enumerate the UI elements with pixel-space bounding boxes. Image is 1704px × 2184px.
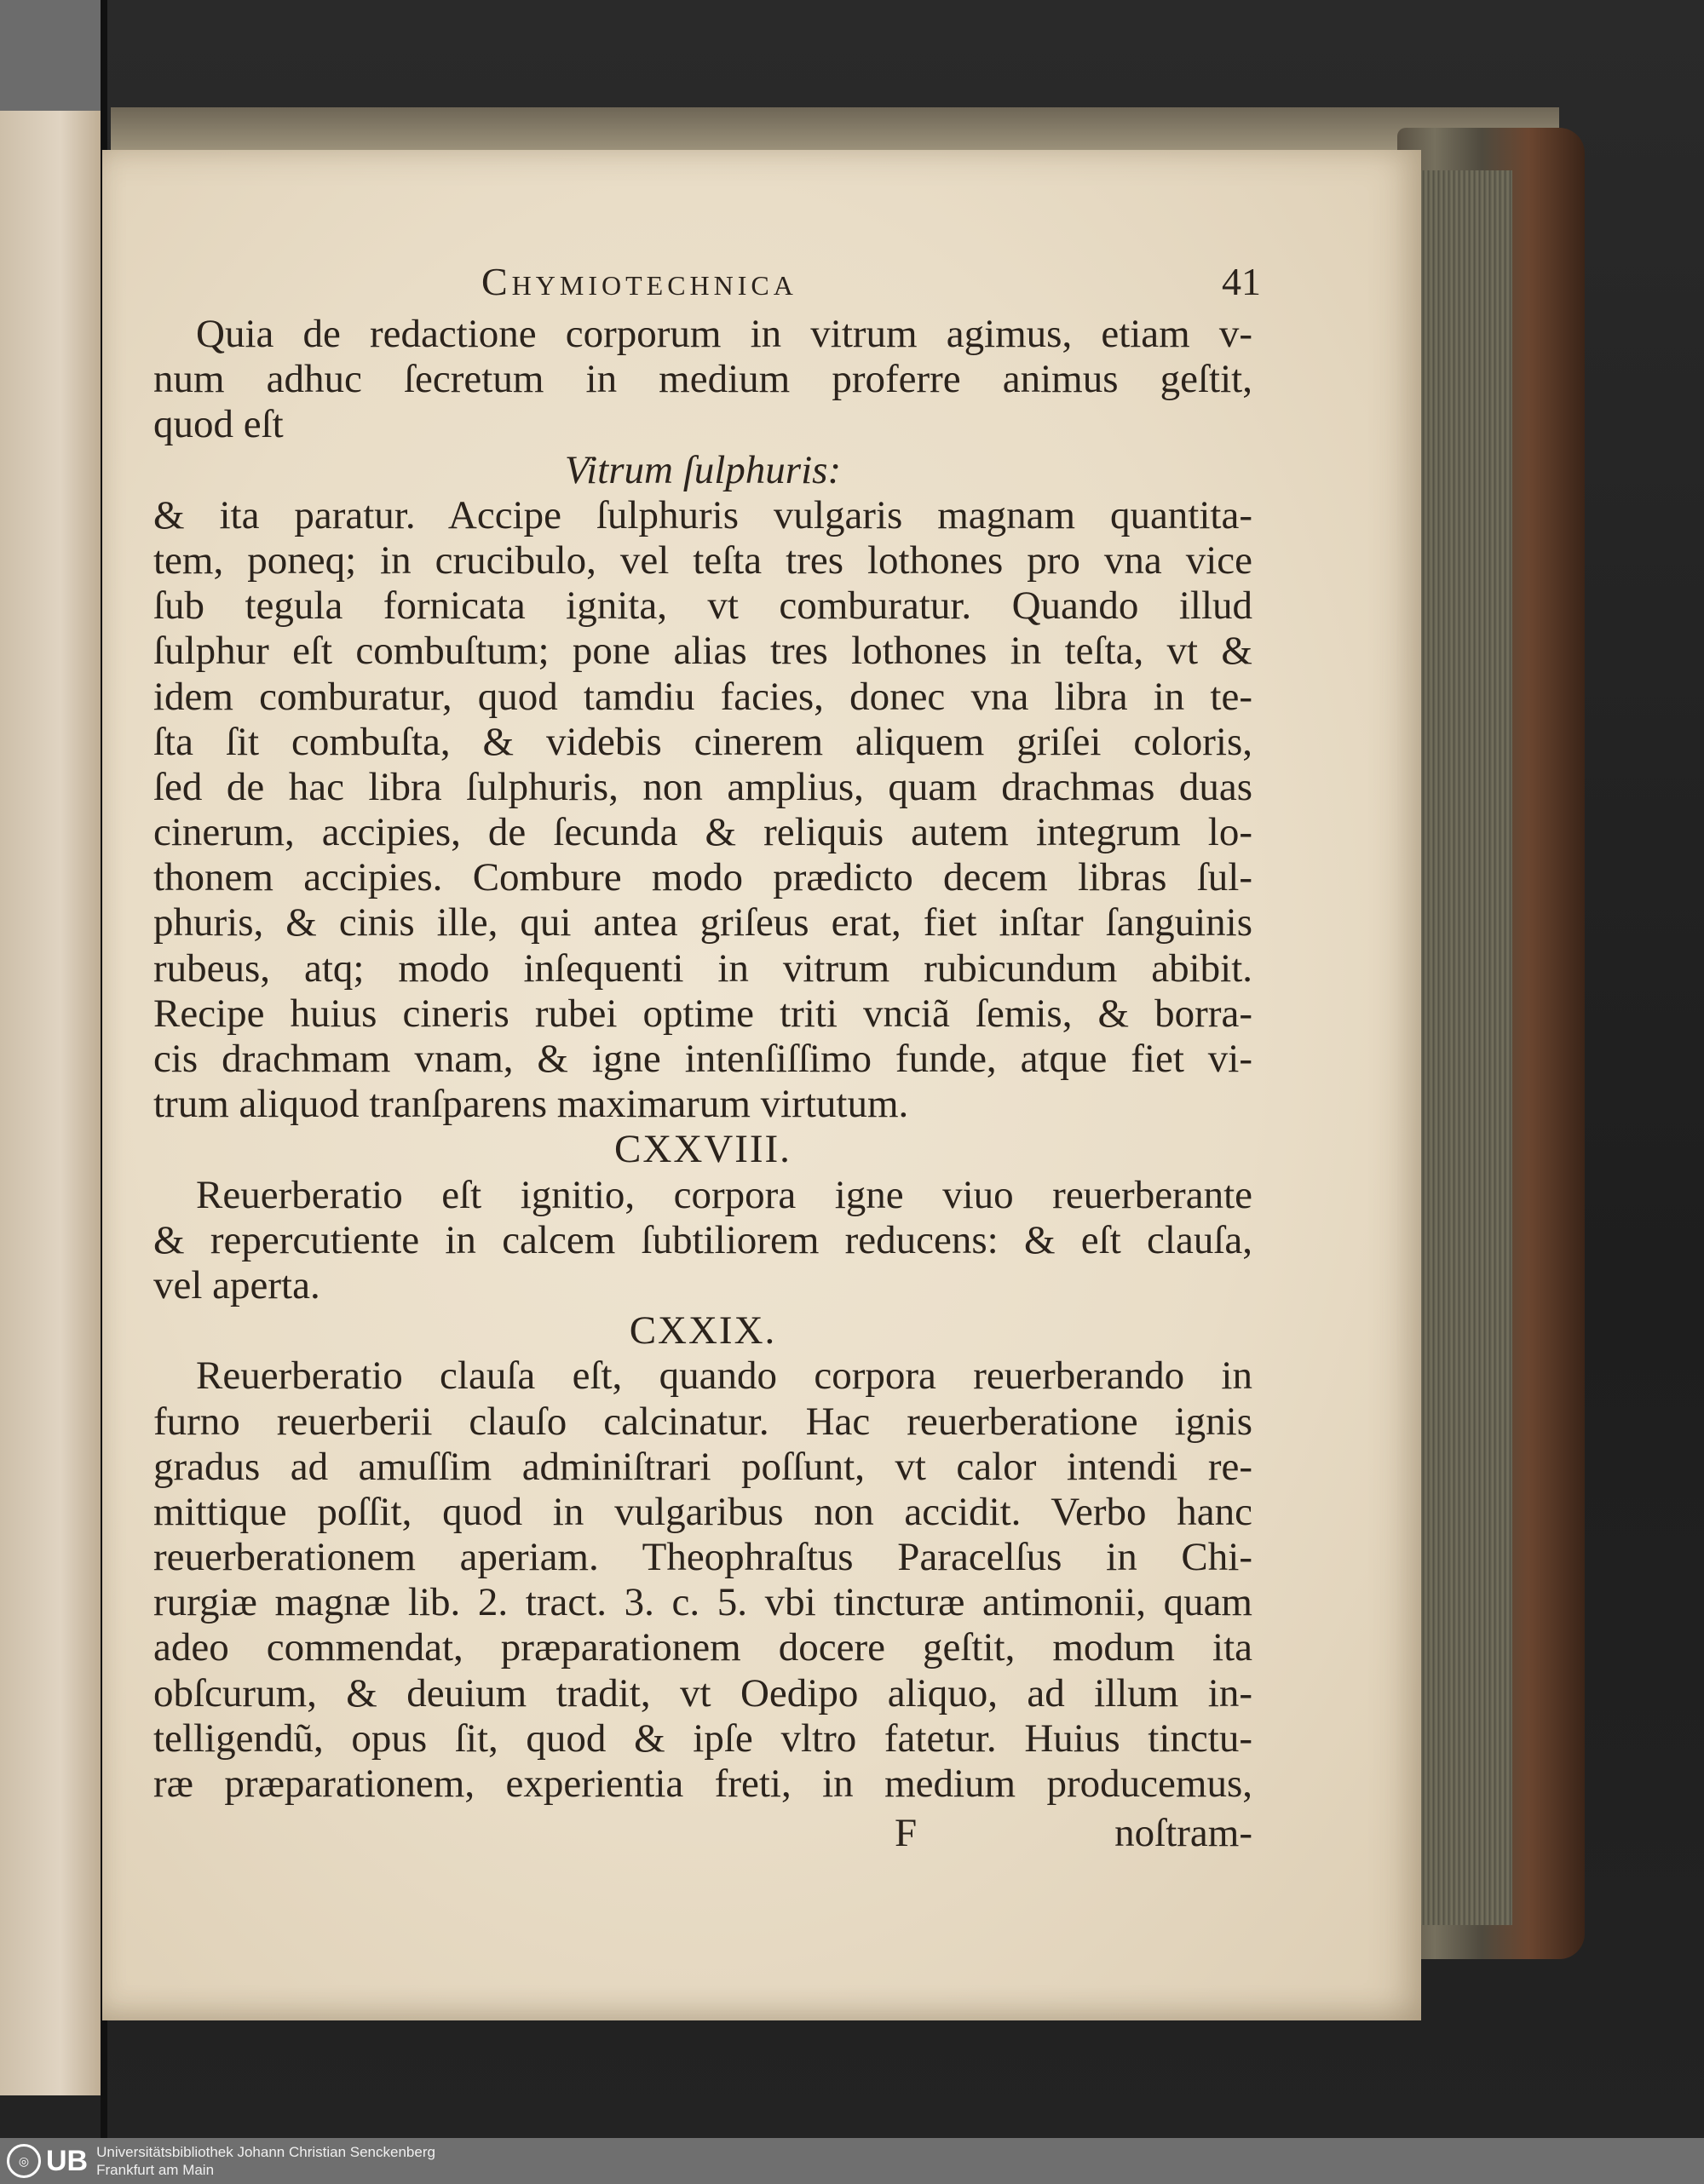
text-line: thonem accipies. Combure modo prædicto decem libras ſul- [153, 855, 1252, 900]
page-text-block [153, 252, 1261, 1856]
library-name: Universitätsbibliothek Johann Christian Senckenberg [96, 2144, 435, 2160]
text-line: vel aperta. [153, 1262, 320, 1308]
page-number: 41 [1222, 260, 1261, 303]
text-line: num adhuc ſecretum in medium proferre animus geſtit, [153, 357, 1252, 402]
text-line: Recipe huius cineris rubei optime triti vnciã ſemis, & borra- [153, 991, 1252, 1036]
text-lines [153, 312, 1252, 1807]
text-line: rurgiæ magnæ lib. 2. tract. 3. c. 5. vbi tincturæ antimonii, quam [153, 1580, 1252, 1625]
page-stack-edge [1419, 170, 1512, 1925]
left-edge-strip [0, 0, 101, 111]
text-line: furno reuerberii clauſo calcinatur. Hac reuerberatione ignis [153, 1399, 1252, 1444]
running-title: Chymiotechnica [481, 260, 797, 303]
text-line: ſulphur eſt combuſtum; pone alias tres lothones in teſta, vt & [153, 629, 1252, 674]
section-numeral: CXXVIII. [614, 1127, 792, 1172]
facing-page-sliver [0, 111, 101, 2095]
section-numeral: CXXIX. [629, 1308, 777, 1354]
text-line: gradus ad amuſſim adminiſtrari poſſunt, vt calor intendi re- [153, 1444, 1252, 1489]
text-line: cis drachmam vnam, & igne intenſiſſimo funde, atque fiet vi- [153, 1037, 1252, 1081]
catchword: noſtram- [1114, 1811, 1252, 1856]
text-line: phuris, & cinis ille, qui antea griſeus erat, fiet inſtar ſanguinis [153, 900, 1252, 945]
text-line: & ita paratur. Accipe ſulphuris vulgaris magnam quantita- [153, 492, 1252, 537]
text-line: rubeus, atq; modo inſequenti in vitrum rubicundum abibit. [153, 945, 1252, 991]
ub-emblem-icon: ◎ [7, 2144, 41, 2178]
ub-logo [7, 2144, 88, 2178]
text-line: Quia de redactione corporum in vitrum agimus, etiam v- [196, 312, 1252, 356]
library-footer-bar [0, 2138, 1704, 2184]
book-page [102, 150, 1421, 2020]
page-header [153, 252, 1261, 312]
book-top-edge [111, 107, 1559, 150]
text-line: ræ præparationem, experientia freti, in medium producemus, [153, 1762, 1252, 1806]
text-line: cinerum, accipies, de ſecunda & reliquis autem integrum lo- [153, 810, 1252, 855]
text-line: telligendũ, opus ſit, quod & ipſe vltro fatetur. Huius tinctu- [153, 1716, 1252, 1761]
text-line: tem, poneq; in crucibulo, vel teſta tres lothones pro vna vice [153, 537, 1252, 583]
text-line: idem comburatur, quod tamdiu facies, donec vna libra in te- [153, 674, 1252, 719]
text-line: Reuerberatio clauſa eſt, quando corpora reuerberando in [196, 1354, 1252, 1399]
text-line: & repercutiente in calcem ſubtiliorem reducens: & eſt clauſa, [153, 1217, 1252, 1262]
ub-logo-text: UB [46, 2144, 89, 2177]
library-credit [96, 2143, 435, 2179]
text-line: ſub tegula fornicata ignita, vt comburatur. Quando illud [153, 583, 1252, 629]
text-line: adeo commendat, præparationem docere geſtit, modum ita [153, 1625, 1252, 1670]
text-line: ſta ſit combuſta, & videbis cinerem aliquem griſei coloris, [153, 719, 1252, 764]
text-line: ſed de hac libra ſulphuris, non amplius, quam drachmas duas [153, 764, 1252, 809]
signature-mark: F [895, 1811, 918, 1856]
text-line: trum aliquod tranſparens maximarum virtutum. [153, 1082, 909, 1127]
recipe-title: Vitrum ſulphuris: [564, 447, 842, 492]
text-line: reuerberationem aperiam. Theophraſtus Paracelſus in Chi- [153, 1535, 1252, 1580]
page-footer-catch [153, 1810, 1252, 1855]
library-city: Frankfurt am Main [96, 2162, 215, 2178]
text-line: Reuerberatio eſt ignitio, corpora igne viuo reuerberante [196, 1172, 1252, 1217]
text-line: quod eſt [153, 402, 284, 447]
text-line: mittique poſſit, quod in vulgaribus non accidit. Verbo hanc [153, 1489, 1252, 1534]
text-line: obſcurum, & deuium tradit, vt Oedipo aliquo, ad illum in- [153, 1670, 1252, 1716]
